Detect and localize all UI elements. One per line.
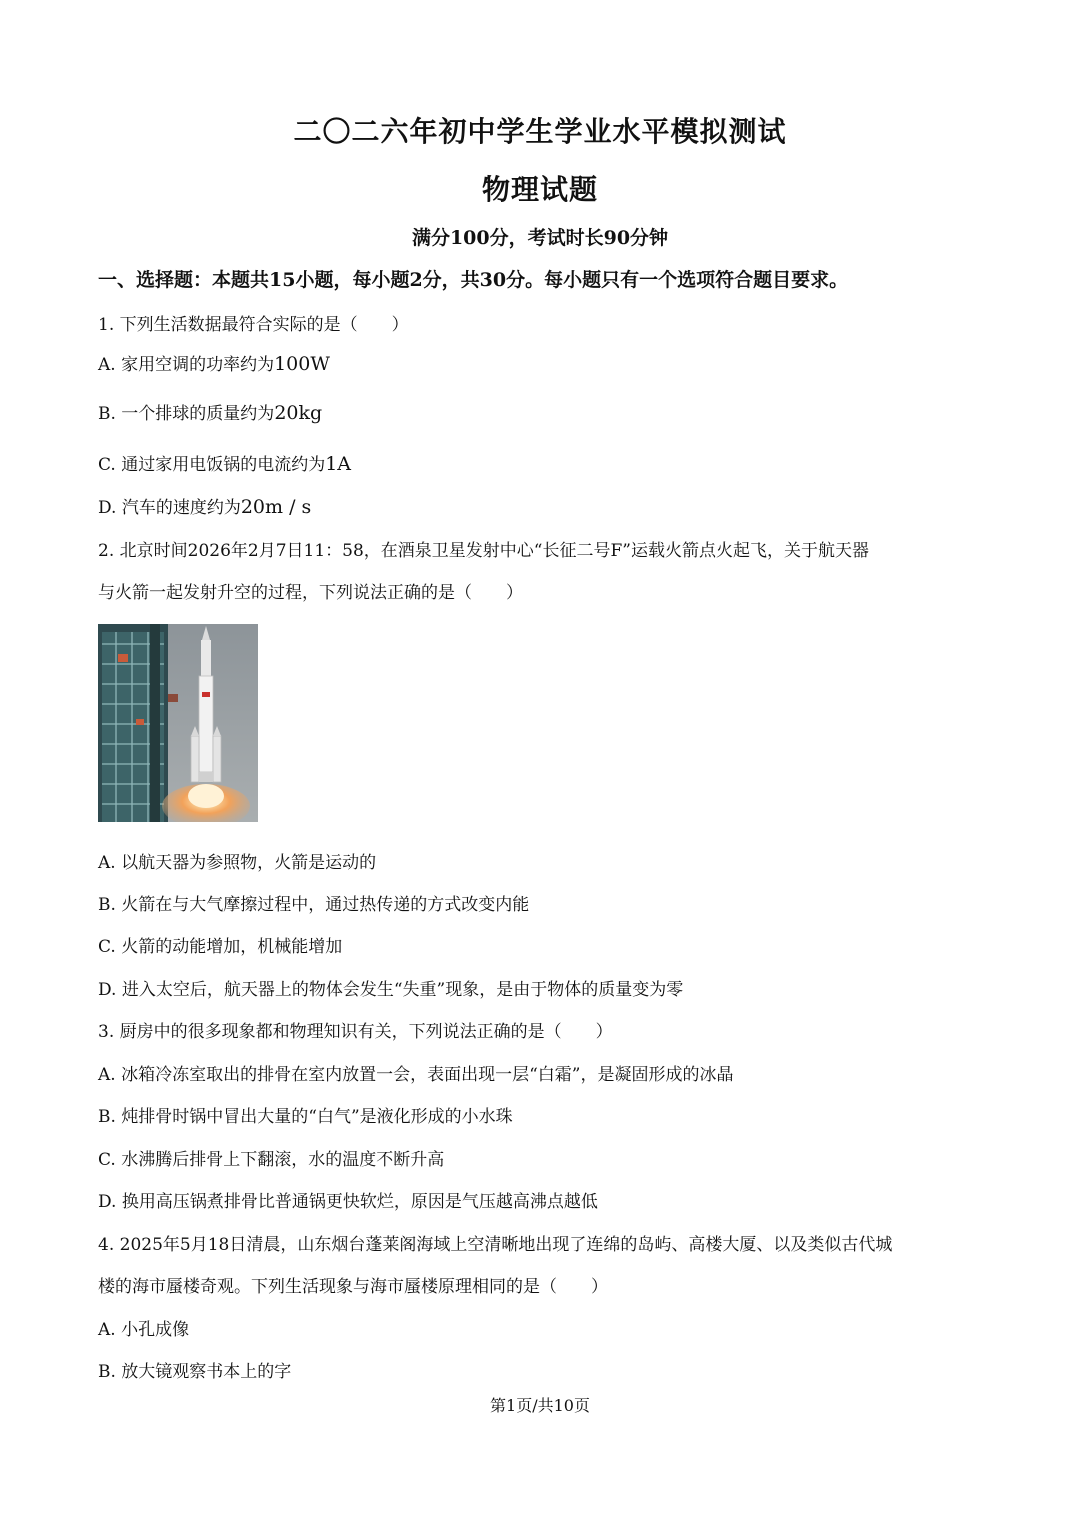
rocket-launch-illustration	[98, 624, 258, 822]
option-label: C. 通过家用电饭锅的电流约为	[98, 455, 326, 475]
subject-title: 物理试题	[481, 173, 598, 206]
section-heading: 一、选择题：本题共15小题，每小题2分，共30分。每小题只有一个选项符合题目要求。	[98, 269, 849, 291]
question-3-option-d: D. 换用高压锅煮排骨比普通锅更快软烂，原因是气压越高沸点越低	[98, 1192, 598, 1212]
page-number: 第1页/共10页	[490, 1396, 590, 1415]
question-4-option-a: A. 小孔成像	[98, 1320, 190, 1340]
question-2-stem-line1: 2. 北京时间2026年2月7日11：58，在酒泉卫星发射中心“长征二号F”运载火箭点火起飞，关于航天器	[98, 541, 869, 561]
question-1-option-b	[98, 399, 322, 424]
question-4-stem-line2: 楼的海市蜃楼奇观。下列生活现象与海市蜃楼原理相同的是（ ）	[98, 1277, 608, 1297]
question-1-stem: 1. 下列生活数据最符合实际的是（ ）	[98, 315, 409, 335]
question-4-stem-line1: 4. 2025年5月18日清晨，山东烟台蓬莱阁海域上空清晰地出现了连绵的岛屿、高楼大厦、以及类似古代城	[98, 1235, 893, 1255]
exam-title: 二〇二六年初中学生学业水平模拟测试	[293, 115, 787, 148]
option-value: 1A	[325, 453, 352, 475]
question-1-option-a	[98, 350, 330, 375]
option-label: D. 汽车的速度约为	[98, 498, 241, 518]
option-value: 20m / s	[240, 496, 312, 518]
question-3-option-a: A. 冰箱冷冻室取出的排骨在室内放置一会，表面出现一层“白霜”，是凝固形成的冰晶	[98, 1065, 734, 1085]
question-2-option-d: D. 进入太空后，航天器上的物体会发生“失重”现象，是由于物体的质量变为零	[98, 980, 684, 1000]
question-4-option-b: B. 放大镜观察书本上的字	[98, 1362, 292, 1382]
option-label: A. 家用空调的功率约为	[98, 355, 275, 375]
question-1-option-c	[98, 450, 351, 475]
question-2-option-b: B. 火箭在与大气摩擦过程中，通过热传递的方式改变内能	[98, 895, 530, 915]
question-1-option-d	[98, 493, 311, 518]
rocket-launch-photo	[98, 624, 258, 822]
option-value: 100W	[274, 353, 330, 375]
question-3-option-c: C. 水沸腾后排骨上下翻滚，水的温度不断升高	[98, 1150, 445, 1170]
question-3-option-b: B. 炖排骨时锅中冒出大量的“白气”是液化形成的小水珠	[98, 1107, 513, 1127]
question-3-stem: 3. 厨房中的很多现象都和物理知识有关，下列说法正确的是（ ）	[98, 1022, 613, 1042]
question-2-option-c: C. 火箭的动能增加，机械能增加	[98, 937, 343, 957]
option-label: B. 一个排球的质量约为	[98, 404, 275, 424]
question-2-stem-line2: 与火箭一起发射升空的过程，下列说法正确的是（ ）	[98, 583, 523, 603]
question-2-option-a: A. 以航天器为参照物，火箭是运动的	[98, 853, 377, 873]
exam-info: 满分100分，考试时长90分钟	[411, 227, 669, 249]
option-value: 20kg	[274, 402, 323, 424]
